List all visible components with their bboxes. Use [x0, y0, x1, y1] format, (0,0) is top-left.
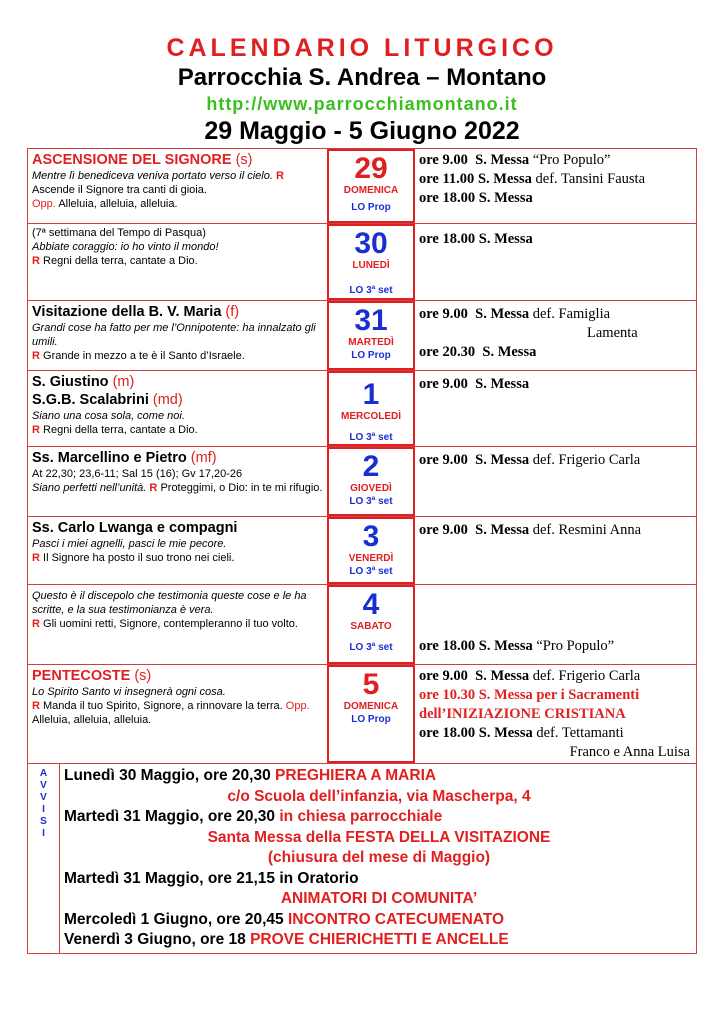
psalm-response: Ascende il Signore tra canti di gioia. [32, 184, 207, 196]
date-cell [327, 301, 415, 370]
notice-line: Mercoledì 1 Giugno, ore 20,45 INCONTRO CATECUMENATO [64, 910, 505, 928]
notice-line: Martedì 31 Maggio, ore 20,30 in chiesa parrocchiale [64, 808, 443, 825]
weekday: DOMENICA [343, 701, 399, 712]
mass-item: ore 18.00 S. Messa “Pro Populo” [419, 638, 615, 654]
liturgy-cell: ASCENSIONE DEL SIGNORE (s) Mentre lì benediceva veniva portato verso il cielo. R Ascende il Signore tra canti di gioia. Opp. Alleluia, alleluia, alleluia. [28, 149, 327, 223]
special-mass: ore 10.30 S. Messa per i Sacramenti [419, 687, 640, 703]
day-row [28, 301, 696, 371]
mass-item: ore 9.00 S. Messa [419, 376, 530, 392]
mass-cell: ore 9.00 S. Messa def. Frigerio Carla ore 10.30 S. Messa per i Sacramenti dell’INIZIAZIONE CRISTIANA ore 18.00 S. Messa def. Tettamanti Franco e Anna Luisa [419, 668, 690, 760]
liturgy-cell: Questo è il discepolo che testimonia queste cose e le ha scritte, e la sua testimonianza è vera. R Gli uomini retti, Signore, contempleranno il tuo volto. [28, 585, 327, 664]
notice-line: Lunedì 30 Maggio, ore 20,30 PREGHIERA A MARIA [64, 767, 437, 784]
office-week: LO Prop [351, 202, 391, 213]
antiphon: Lo Spirito Santo vi insegnerà ogni cosa. [32, 686, 226, 698]
mass-item: ore 20.30 S. Messa [419, 344, 537, 360]
psalm-response: Proteggimi, o Dio: in te mi rifugio. [160, 482, 323, 494]
mass-item: ore 18.00 S. Messa [419, 231, 533, 247]
office-week: LO 3ª set [349, 432, 393, 443]
notice-line: (chiusura del mese di Maggio) [267, 849, 491, 866]
day-number: 3 [362, 520, 380, 553]
notice-line: Santa Messa della FESTA DELLA VISITAZIONE [207, 828, 551, 846]
mass-cell: ore 9.00 S. Messa def. Famiglia Lamenta ore 20.30 S. Messa [415, 301, 696, 370]
mass-cell [415, 371, 696, 446]
date-cell [327, 149, 415, 223]
parish-website-link[interactable]: http://www.parrocchiamontano.it [206, 94, 518, 114]
mass-item: ore 9.00 S. Messa def. Frigerio Carla [419, 668, 641, 684]
weekday: MERCOLEDÌ [341, 411, 401, 422]
liturgy-cell: (7ª settimana del Tempo di Pasqua) Abbiate coraggio: io ho vinto il mondo! R Regni della terra, cantate a Dio. [28, 224, 327, 300]
liturgy-cell: Ss. Carlo Lwanga e compagni Pasci i miei agnelli, pasci le mie pecore. R Il Signore ha posto il suo trono nei cieli. [28, 517, 327, 584]
day-number: 5 [362, 668, 380, 701]
office-week: LO Prop [351, 350, 391, 361]
feast-title: Ss. Marcellino e Pietro (mf) [32, 450, 217, 466]
mass-cell [415, 585, 696, 664]
special-mass-detail: dell’INIZIAZIONE CRISTIANA [419, 706, 626, 722]
date-cell [327, 585, 415, 664]
mass-cell [415, 447, 696, 516]
antiphon: Abbiate coraggio: io ho vinto il mondo! [32, 241, 219, 253]
weekday: DOMENICA [343, 185, 399, 196]
antiphon: Questo è il discepolo che testimonia queste cose e le ha scritte, e la sua testimonianza è vera. [32, 590, 307, 616]
mass-item: ore 9.00 S. Messa def. Resmini Anna [419, 522, 642, 538]
notice-line: c/o Scuola dell’infanzia, via Mascherpa, 4 [227, 787, 531, 805]
office-week: LO Prop [351, 714, 391, 725]
day-number: 31 [354, 304, 388, 337]
date-range: 29 Maggio - 5 Giugno 2022 [204, 117, 520, 145]
calendar-table [27, 148, 697, 764]
date-cell [327, 371, 415, 446]
weekday: GIOVEDÌ [350, 483, 392, 494]
day-row [28, 149, 696, 224]
notices-section [27, 764, 697, 954]
mass-item: ore 9.00 S. Messa “Pro Populo” [419, 152, 611, 168]
page-title: CALENDARIO LITURGICO [166, 34, 558, 62]
date-cell [327, 665, 415, 763]
notice-line: Venerdì 3 Giugno, ore 18 PROVE CHIERICHETTI E ANCELLE [64, 931, 509, 948]
psalm-response: Grande in mezzo a te è il Santo d’Israele. [43, 350, 245, 362]
season-note: (7ª settimana del Tempo di Pasqua) [32, 227, 206, 239]
feast-title: PENTECOSTE (s) [32, 668, 152, 684]
date-cell [327, 224, 415, 300]
psalm-response: Il Signore ha posto il suo trono nei cieli. [43, 552, 235, 564]
notice-line: ANIMATORI DI COMUNITA’ [280, 890, 478, 907]
weekday: LUNEDÌ [352, 260, 390, 271]
office-week: LO 3ª set [349, 285, 393, 296]
antiphon: Grandi cose ha fatto per me l’Onnipotente: ha innalzato gli umili. [32, 322, 316, 348]
office-week: LO 3ª set [349, 566, 393, 577]
antiphon: Pasci i miei agnelli, pasci le mie pecore. [32, 538, 227, 550]
psalm-response: Gli uomini retti, Signore, contempleranno il tuo volto. [43, 618, 298, 630]
notices-content [64, 766, 694, 951]
day-row [28, 517, 696, 585]
feast-title: S. Giustino (m) [32, 374, 135, 390]
liturgy-cell: Ss. Marcellino e Pietro (mf) At 22,30; 23,6-11; Sal 15 (16); Gv 17,20-26 Siano perfetti nell’unità. R Proteggimi, o Dio: in te mi rifugio. [32, 450, 323, 494]
psalm-response: Regni della terra, cantate a Dio. [43, 424, 198, 436]
antiphon: Mentre lì benediceva veniva portato verso il cielo. [32, 170, 273, 182]
weekday: VENERDÌ [348, 553, 394, 564]
liturgy-cell: PENTECOSTE (s) Lo Spirito Santo vi insegnerà ogni cosa. R Manda il tuo Spirito, Signore, a rinnovare la terra. Opp. Alleluia, alleluia, alleluia. [28, 665, 327, 763]
psalm-response: Regni della terra, cantate a Dio. [43, 255, 198, 267]
psalm-response: Manda il tuo Spirito, Signore, a rinnovare la terra. [43, 700, 283, 712]
feast-title: Visitazione della B. V. Maria (f) [32, 304, 240, 320]
office-week: LO 3ª set [349, 496, 393, 507]
mass-item: ore 18.00 S. Messa [419, 190, 533, 206]
day-number: 2 [362, 450, 380, 483]
feast-title: Ss. Carlo Lwanga e compagni [32, 520, 238, 536]
day-row [28, 585, 696, 665]
date-cell [327, 447, 415, 516]
mass-item: ore 18.00 S. Messa def. Tettamanti [419, 725, 624, 741]
weekday: SABATO [350, 621, 392, 632]
liturgy-cell: S. Giustino (m) S.G.B. Scalabrini (md) Siano una cosa sola, come noi. R Regni della terra, cantate a Dio. [28, 371, 327, 446]
parish-name: Parrocchia S. Andrea – Montano [177, 64, 547, 91]
readings: At 22,30; 23,6-11; Sal 15 (16); Gv 17,20-26 [32, 468, 243, 480]
mass-cell [415, 517, 696, 584]
notice-line: Martedì 31 Maggio, ore 21,15 in Oratorio [64, 869, 359, 887]
day-row [28, 447, 696, 517]
mass-item: ore 11.00 S. Messa def. Tansini Fausta [419, 171, 646, 187]
mass-item: ore 9.00 S. Messa def. Frigerio Carla [419, 452, 641, 468]
antiphon: Siano perfetti nell’unità. [32, 482, 147, 494]
day-number: 1 [362, 378, 380, 411]
weekday: MARTEDÌ [348, 337, 394, 348]
feast-title-2: S.G.B. Scalabrini (md) [32, 392, 183, 408]
day-number: 30 [354, 227, 388, 260]
mass-cell [415, 224, 696, 300]
liturgy-cell: Visitazione della B. V. Maria (f) Grandi cose ha fatto per me l’Onnipotente: ha innalzato gli umili. R Grande in mezzo a te è il Santo d’Israele. [28, 301, 327, 370]
day-row [28, 665, 696, 763]
date-cell [327, 517, 415, 584]
feast-title: ASCENSIONE DEL SIGNORE (s) [32, 152, 253, 168]
mass-cell [415, 149, 696, 223]
mass-item: ore 9.00 S. Messa def. Famiglia [419, 306, 611, 322]
antiphon: Siano una cosa sola, come noi. [32, 410, 185, 422]
day-number: 4 [362, 588, 380, 621]
day-row [28, 224, 696, 301]
office-week: LO 3ª set [349, 642, 393, 653]
day-number: 29 [354, 152, 388, 185]
day-row [28, 371, 696, 447]
notices-label: A V V I S I [28, 764, 60, 953]
